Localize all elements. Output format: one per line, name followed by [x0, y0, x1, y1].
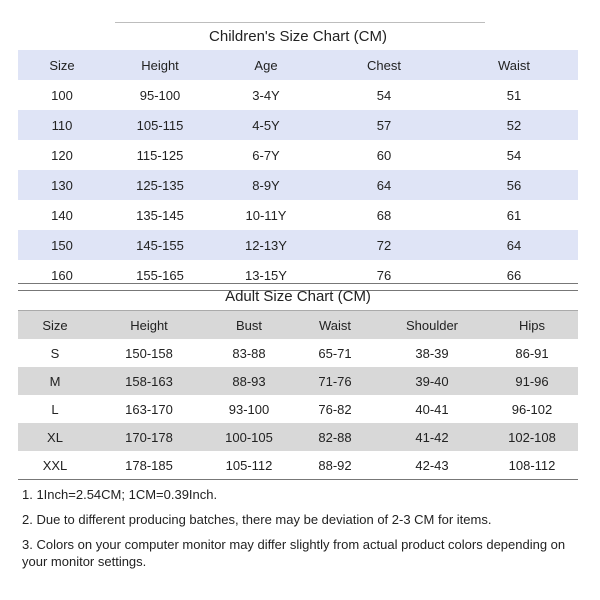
table-cell: 38-39 — [415, 345, 449, 361]
table-cell: 135-145 — [136, 207, 184, 223]
table-cell: 41-42 — [415, 429, 449, 445]
table-cell: 39-40 — [415, 373, 449, 389]
column-header-chest: Chest — [367, 57, 401, 73]
adult-chart-title: Adult Size Chart (CM) — [18, 283, 578, 311]
table-cell: 13-15Y — [214, 260, 318, 291]
column-header-hips: Hips — [518, 317, 545, 333]
table-cell: L — [51, 401, 59, 417]
children-chart-title: Children's Size Chart (CM) — [209, 28, 387, 45]
table-cell: 96-102 — [511, 401, 553, 417]
table-row — [18, 140, 578, 170]
table-cell: 160 — [18, 260, 106, 291]
table-cell: 54 — [506, 147, 522, 163]
table-cell: 71-76 — [318, 373, 352, 389]
table-cell: 88-92 — [292, 451, 378, 480]
table-cell: 150-158 — [125, 345, 173, 361]
table-cell: 115-125 — [136, 147, 184, 163]
table-cell: 140 — [51, 207, 73, 223]
column-header-waist: Waist — [497, 57, 531, 73]
table-cell: 158-163 — [125, 373, 173, 389]
table-row — [18, 80, 578, 110]
table-cell: 93-100 — [228, 401, 270, 417]
note-deviation: 2. Due to different producing batches, there may be deviation of 2-3 CM for items. — [22, 512, 492, 527]
table-header-row — [18, 311, 578, 339]
table-cell: 91-96 — [515, 373, 549, 389]
table-cell: 88-93 — [232, 373, 266, 389]
table-cell: 100 — [51, 87, 73, 103]
table-cell: 170-178 — [125, 429, 173, 445]
table-row — [18, 200, 578, 230]
column-header-size: Size — [49, 57, 75, 73]
table-cell: 60 — [376, 147, 392, 163]
table-cell: 52 — [506, 117, 522, 133]
table-cell: 163-170 — [125, 401, 173, 417]
note-conversion: 1. 1Inch=2.54CM; 1CM=0.39Inch. — [22, 487, 218, 502]
table-cell: 66 — [450, 260, 578, 291]
table-cell: 64 — [506, 237, 522, 253]
table-row — [18, 170, 578, 200]
table-cell: 76 — [318, 260, 450, 291]
table-cell: 40-41 — [415, 401, 449, 417]
table-cell: 51 — [506, 87, 522, 103]
table-cell: 105-112 — [206, 451, 292, 480]
table-cell: 155-165 — [106, 260, 214, 291]
table-cell: XL — [47, 429, 63, 445]
table-cell: 10-11Y — [245, 207, 287, 223]
table-row — [18, 339, 578, 367]
table-cell: 86-91 — [515, 345, 549, 361]
table-cell: 110 — [51, 117, 73, 133]
adult-size-table — [18, 311, 578, 480]
table-row — [18, 395, 578, 423]
table-cell: 6-7Y — [252, 147, 280, 163]
column-header-waist: Waist — [318, 317, 352, 333]
table-cell: 65-71 — [318, 345, 352, 361]
table-cell: 105-115 — [136, 117, 184, 133]
table-cell: 82-88 — [318, 429, 352, 445]
table-cell: 68 — [376, 207, 392, 223]
column-header-shoulder: Shoulder — [405, 317, 459, 333]
table-header-row — [18, 50, 578, 80]
children-size-table — [18, 50, 578, 291]
table-cell: 72 — [376, 237, 392, 253]
children-size-chart — [18, 24, 578, 291]
table-cell: 64 — [376, 177, 392, 193]
column-header-size: Size — [42, 317, 68, 333]
column-header-height: Height — [141, 57, 179, 73]
table-cell: 130 — [51, 177, 73, 193]
table-cell: 8-9Y — [252, 177, 280, 193]
table-cell: 12-13Y — [245, 237, 287, 253]
note-color: 3. Colors on your computer monitor may differ slightly from actual product colors depending on your monitor settings. — [22, 537, 566, 569]
table-cell: 83-88 — [232, 345, 266, 361]
table-cell: 76-82 — [318, 401, 352, 417]
table-cell: XXL — [18, 451, 92, 480]
table-row — [18, 110, 578, 140]
top-divider — [115, 22, 485, 23]
adult-size-chart — [18, 283, 578, 480]
table-cell: 145-155 — [136, 237, 184, 253]
table-cell: S — [50, 345, 60, 361]
table-cell: 61 — [506, 207, 522, 223]
table-cell: 95-100 — [139, 87, 181, 103]
table-cell: 4-5Y — [252, 117, 280, 133]
table-row — [18, 367, 578, 395]
table-cell: 56 — [506, 177, 522, 193]
table-row — [18, 451, 578, 480]
table-cell: 57 — [376, 117, 392, 133]
table-cell: 42-43 — [378, 451, 486, 480]
table-cell: 100-105 — [225, 429, 273, 445]
table-cell: 3-4Y — [252, 87, 280, 103]
table-row — [18, 230, 578, 260]
column-header-height: Height — [130, 317, 168, 333]
table-cell: 120 — [51, 147, 73, 163]
table-cell: 54 — [376, 87, 392, 103]
table-cell: 102-108 — [508, 429, 556, 445]
table-row — [18, 423, 578, 451]
table-cell: 125-135 — [136, 177, 184, 193]
table-cell: 108-112 — [486, 451, 578, 480]
table-cell: 178-185 — [92, 451, 206, 480]
column-header-bust: Bust — [235, 317, 262, 333]
size-notes — [22, 486, 582, 578]
column-header-age: Age — [254, 57, 278, 73]
table-cell: M — [49, 373, 61, 389]
table-cell: 150 — [51, 237, 73, 253]
